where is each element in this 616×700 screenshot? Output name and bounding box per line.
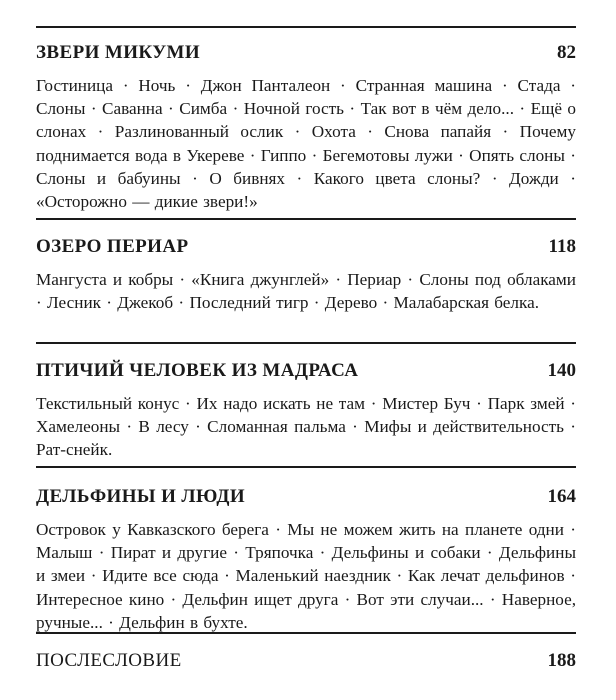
- toc-section-periyar: [36, 236, 576, 314]
- toc-section-madras: [36, 360, 576, 462]
- section-header: [36, 42, 576, 68]
- section-contents: Островок у Кавказского берега · Мы не можем жить на планете одни · Малыш · Пират и другие · Тряпочка · Дельфины и собаки · Дельфины и змеи · Идите все сюда · Маленький наездник · Как лечат дельфинов · Интересное кино · Дельфин ищет друга · Вот эти случаи... · Наверное, ручные... · Дельфин в бухте.: [36, 520, 576, 632]
- section-title: ПТИЧИЙ ЧЕЛОВЕК ИЗ МАДРАСА: [36, 360, 359, 381]
- section-title: ОЗЕРО ПЕРИАР: [36, 236, 189, 257]
- section-header: [36, 236, 576, 262]
- section-title: ЗВЕРИ МИКУМИ: [36, 42, 201, 63]
- toc-section-afterword: [36, 650, 576, 676]
- section-header: [36, 360, 576, 386]
- divider-top: [36, 26, 576, 28]
- divider: [36, 342, 576, 344]
- divider: [36, 632, 576, 634]
- divider: [36, 466, 576, 468]
- page-number: 164: [547, 486, 576, 507]
- section-contents: Гостиница · Ночь · Джон Панталеон · Странная машина · Стада · Слоны · Саванна · Симба · Ночной гость · Так вот в чём дело... · Ещё о слонах · Разлинованный ослик · Охота · Снова папайя · Почему поднимается вода в Укереве · Гиппо · Бегемотовы лужи · Опять слоны · Слоны и бабуины · О бивнях · Какого цвета слоны? · Дожди · «Осторожно — дикие звери!»: [36, 76, 576, 212]
- section-contents: Мангуста и кобры · «Книга джунглей» · Периар · Слоны под облаками · Лесник · Джекоб · Последний тигр · Дерево · Малабарская белка.: [36, 270, 576, 313]
- section-title: ПОСЛЕСЛОВИЕ: [36, 650, 182, 671]
- section-title: ДЕЛЬФИНЫ И ЛЮДИ: [36, 486, 245, 507]
- toc-section-mikumi: [36, 42, 576, 213]
- section-contents: Текстильный конус · Их надо искать не там · Мистер Буч · Парк змей · Хамелеоны · В лесу · Сломанная пальма · Мифы и действительность · Рат-снейк.: [36, 394, 576, 460]
- page-number: 118: [548, 236, 576, 257]
- toc-section-dolphins: [36, 486, 576, 634]
- section-header: [36, 486, 576, 512]
- page-number: 82: [557, 42, 576, 63]
- page-number: 188: [547, 650, 576, 671]
- section-header: [36, 650, 576, 676]
- divider: [36, 218, 576, 220]
- page-number: 140: [547, 360, 576, 381]
